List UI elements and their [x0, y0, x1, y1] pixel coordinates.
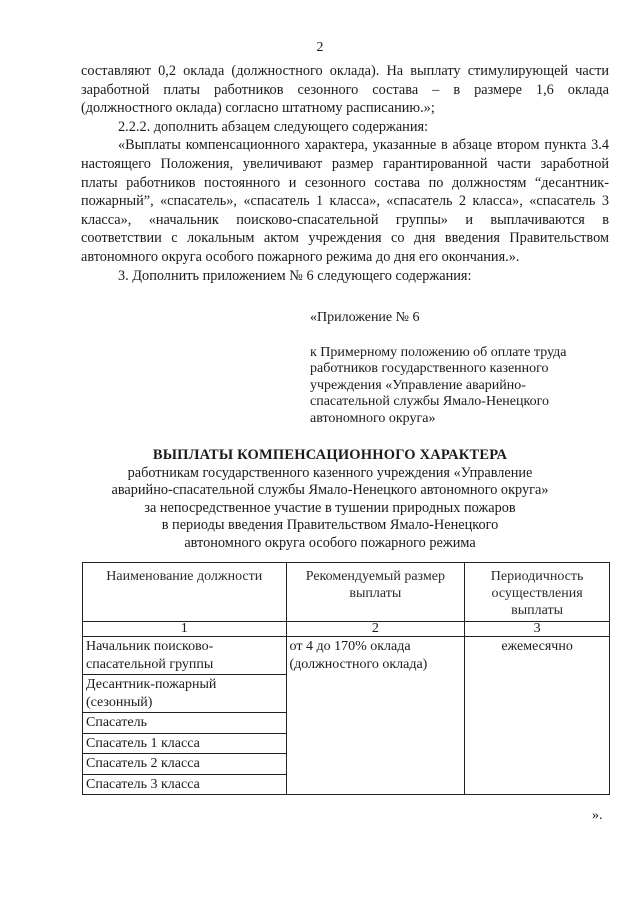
title-line: за непосредственное участие в тушении природных пожаров [144, 499, 516, 516]
column-number-row [83, 622, 610, 637]
title-line: работникам государственного казенного учреждения «Управление [127, 464, 533, 481]
position-cell: Спасатель 1 класса [83, 733, 287, 754]
title-line: в периоды введения Правительством Ямало-Ненецкого [161, 517, 499, 534]
appendix-title: «Приложение № 6 [310, 310, 420, 325]
paragraph: 3. Дополнить приложением № 6 следующего содержания: [118, 267, 472, 284]
appendix-description: к Примерному положению об оплате труда работников государственного казенного учреждения «Управление аварийно-спасательной службы Ямало-Ненецкого автономного округа» [310, 344, 567, 426]
table-row [83, 637, 610, 675]
position-cell: Спасатель [83, 713, 287, 734]
page-number: 2 [316, 40, 324, 55]
paragraph: 2.2.2. дополнить абзацем следующего содержания: [118, 118, 429, 135]
compensation-table [82, 562, 610, 795]
column-number: 1 [83, 622, 287, 637]
amount-cell: от 4 до 170% оклада (должностного оклада) [286, 637, 465, 795]
column-number: 2 [286, 622, 465, 637]
position-cell: Начальник поисково-спасательной группы [83, 637, 287, 675]
paragraph: «Выплаты компенсационного характера, указанные в абзаце втором пункта 3.4 настоящего Положения, увеличивают размер гарантированной части заработной платы работников постоянного и сезонного состава по должностям “десантник-пожарный”, «спасатель», «спасатель 1 класса», «спасатель 2 класса», «спасатель 3 класса», «начальник поисково-спасательной группы» и выплачиваются в соответствии с локальным актом учреждения со дня введения Правительством автономного округа особого пожарного режима до дня его окончания.». [81, 137, 609, 265]
position-cell: Спасатель 2 класса [83, 754, 287, 775]
closing-quote: ». [592, 808, 603, 823]
position-cell: Спасатель 3 класса [83, 774, 287, 795]
table-header-row [83, 563, 610, 622]
title-line: автономного округа особого пожарного режима [184, 534, 476, 551]
body-text [81, 62, 609, 285]
title-line: аварийно-спасательной службы Ямало-Ненецкого автономного округа» [111, 482, 549, 499]
header-period: Периодичность осуществления выплаты [465, 563, 610, 622]
appendix-block [310, 310, 610, 428]
header-amount: Рекомендуемый размер выплаты [286, 563, 465, 622]
header-position: Наименование должности [83, 563, 287, 622]
document-title [60, 447, 600, 553]
column-number: 3 [465, 622, 610, 637]
period-cell: ежемесячно [465, 637, 610, 795]
position-cell: Десантник-пожарный (сезонный) [83, 675, 287, 713]
title-heading: ВЫПЛАТЫ КОМПЕНСАЦИОННОГО ХАРАКТЕРА [152, 447, 508, 463]
paragraph: составляют 0,2 оклада (должностного оклада). На выплату стимулирующей части заработной платы работников сезонного состава – в размере 1,6 оклада (должностного оклада) согласно штатному расписанию.»; [81, 63, 609, 117]
